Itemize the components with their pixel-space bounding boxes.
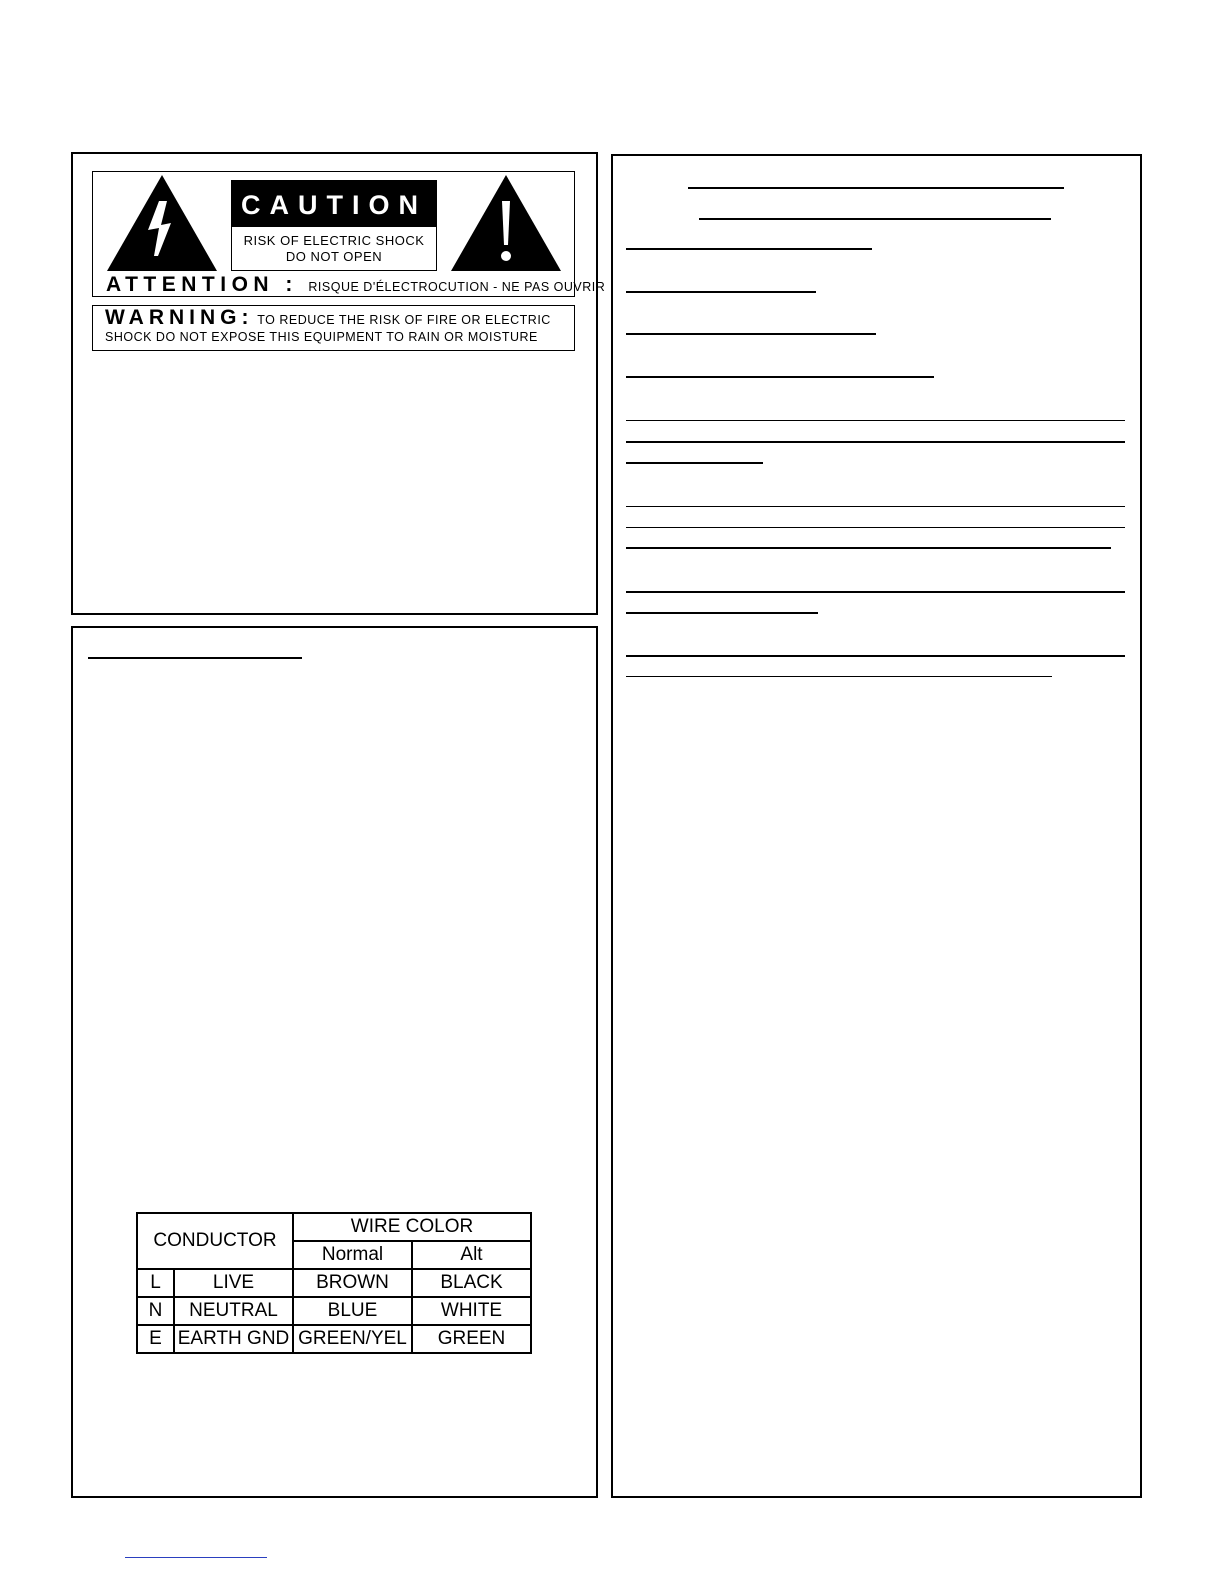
caution-subtext	[232, 227, 436, 265]
warning-line-1: TO REDUCE THE RISK OF FIRE OR ELECTRIC	[257, 313, 551, 327]
row-alt: WHITE	[412, 1297, 531, 1325]
heading-rule-1	[688, 187, 1064, 189]
wire-color-table	[136, 1212, 532, 1354]
row-name: EARTH GND	[174, 1325, 293, 1353]
table-row	[137, 1269, 531, 1297]
warning-panel	[92, 305, 575, 351]
header-conductor: CONDUCTOR	[137, 1213, 293, 1269]
safety-instructions-box	[611, 154, 1142, 1498]
exclamation-triangle-icon	[451, 175, 561, 271]
item-rule	[626, 333, 876, 335]
row-alt: GREEN	[412, 1325, 531, 1353]
item-rule	[626, 676, 1052, 677]
item-rule	[626, 655, 1125, 657]
heading-rule-2	[699, 218, 1051, 220]
item-rule	[626, 248, 872, 250]
caution-heading: CAUTION	[232, 181, 436, 227]
caution-label-block	[231, 180, 437, 271]
row-name: NEUTRAL	[174, 1297, 293, 1325]
row-code: L	[137, 1269, 174, 1297]
row-code: E	[137, 1325, 174, 1353]
item-rule	[626, 291, 816, 293]
item-rule	[626, 591, 1125, 593]
table-row	[137, 1325, 531, 1353]
row-normal: BLUE	[293, 1297, 412, 1325]
item-rule	[626, 376, 934, 378]
grounding-heading-rule	[88, 657, 302, 659]
warning-line-2: SHOCK DO NOT EXPOSE THIS EQUIPMENT TO RAIN OR MOISTURE	[105, 330, 538, 344]
table-row	[137, 1297, 531, 1325]
footer-link-underline[interactable]	[125, 1557, 267, 1558]
item-rule	[626, 527, 1125, 528]
attention-text: RISQUE D'ÉLECTROCUTION - NE PAS OUVRIR	[308, 280, 606, 294]
row-alt: BLACK	[412, 1269, 531, 1297]
grounding-box	[71, 626, 598, 1498]
attention-row	[106, 273, 606, 297]
row-name: LIVE	[174, 1269, 293, 1297]
header-normal: Normal	[293, 1241, 412, 1269]
item-rule	[626, 612, 818, 614]
lightning-triangle-icon	[107, 175, 217, 271]
caution-line-1: RISK OF ELECTRIC SHOCK	[243, 233, 425, 248]
caution-line-2: DO NOT OPEN	[285, 249, 383, 264]
item-rule	[626, 506, 1125, 507]
warning-label: WARNING:	[105, 306, 254, 329]
item-rule	[626, 547, 1111, 549]
item-rule	[626, 462, 763, 464]
item-rule	[626, 420, 1125, 421]
item-rule	[626, 441, 1125, 443]
attention-label: ATTENTION :	[106, 273, 298, 296]
row-normal: GREEN/YEL	[293, 1325, 412, 1353]
header-wire-color: WIRE COLOR	[293, 1213, 531, 1241]
header-alt: Alt	[412, 1241, 531, 1269]
row-normal: BROWN	[293, 1269, 412, 1297]
row-code: N	[137, 1297, 174, 1325]
